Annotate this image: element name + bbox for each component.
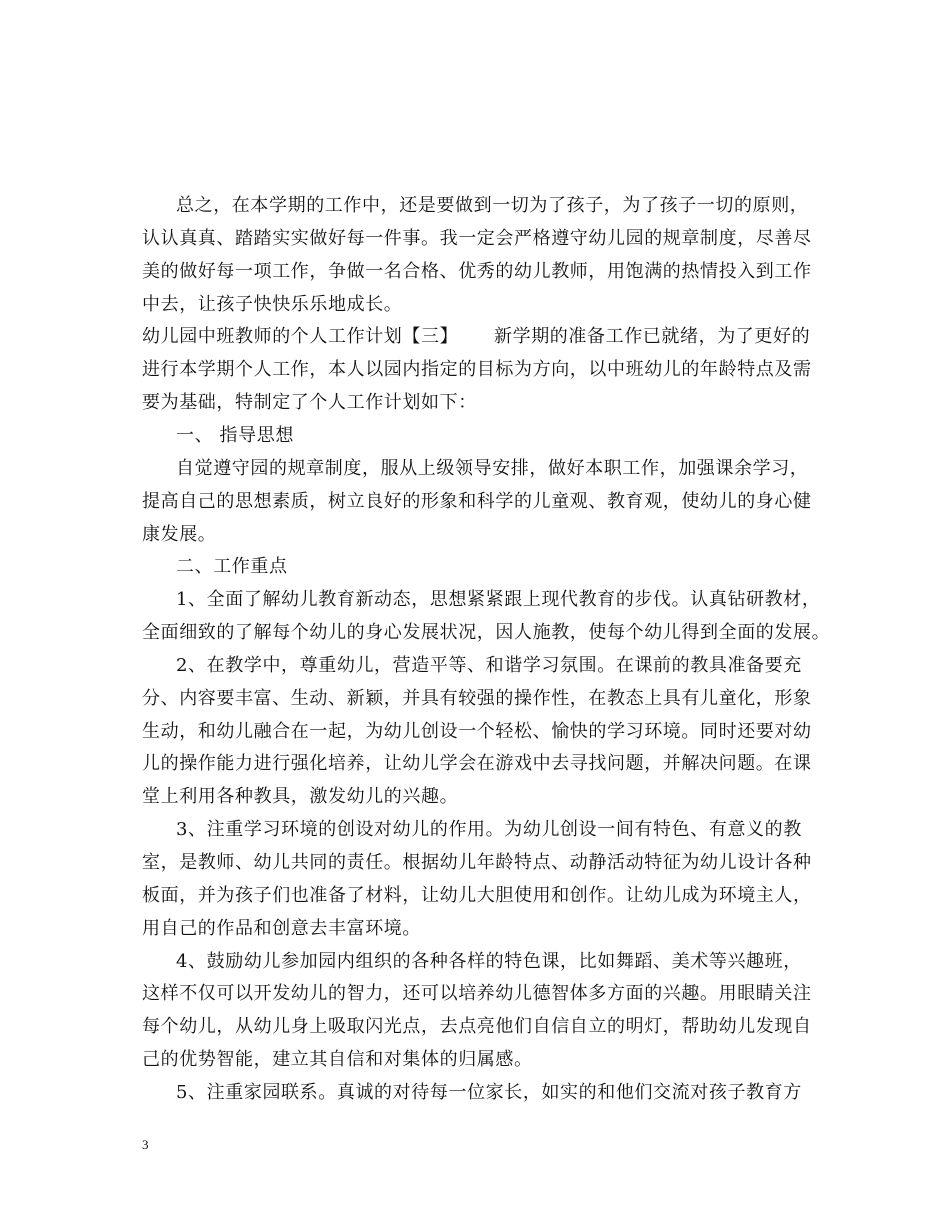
text-line: 每个幼儿，从幼儿身上吸取闪光点，去点亮他们自信自立的明灯，帮助幼儿发现自 (142, 1016, 812, 1037)
text-line: 己的优势智能，建立其自信和对集体的归属感。 (142, 1049, 533, 1070)
text-line: 新学期的准备工作已就绪，为了更好的 (494, 326, 811, 347)
text-line: 儿的操作能力进行强化培养，让幼儿学会在游戏中去寻找问题，并解决问题。在课 (142, 753, 812, 774)
text-line: 要为基础，特制定了个人工作计划如下： (142, 392, 477, 413)
text-line: 中去，让孩子快快乐乐地成长。 (142, 294, 403, 315)
text-line: 堂上利用各种教具，激发幼儿的兴趣。 (142, 786, 459, 807)
text-line: 全面细致的了解每个幼儿的身心发展状况，因人施教，使每个幼儿得到全面的发展。 (142, 622, 831, 643)
page-number: 3 (142, 1137, 149, 1152)
text-line: 生动，和幼儿融合在一起，为幼儿创设一个轻松、愉快的学习环境。同时还要对幼 (142, 721, 812, 742)
text-line: 美的做好每一项工作，争做一名合格、优秀的幼儿教师，用饱满的热情投入到工作 (142, 261, 812, 282)
text-line: 1、全面了解幼儿教育新动态，思想紧紧跟上现代教育的步伐。认真钻研教材， (176, 589, 821, 610)
text-line: 进行本学期个人工作，本人以园内指定的目标为方向，以中班幼儿的年龄特点及需 (142, 359, 812, 380)
text-line: 总之，在本学期的工作中，还是要做到一切为了孩子，为了孩子一切的原则， (176, 195, 809, 216)
section-heading: 幼儿园中班教师的个人工作计划【三】 (142, 326, 459, 347)
text-line: 分、内容要丰富、生动、新颖，并具有较强的操作性，在教态上具有儿童化，形象 (142, 688, 812, 709)
text-line: 康发展。 (142, 524, 217, 545)
subsection-heading: 一、 指导思想 (176, 425, 294, 446)
subsection-heading: 二、工作重点 (176, 556, 288, 577)
text-line: 自觉遵守园的规章制度，服从上级领导安排，做好本职工作，加强课余学习， (176, 458, 809, 479)
text-line: 这样不仅可以开发幼儿的智力，还可以培养幼儿德智体多方面的兴趣。用眼睛关注 (142, 983, 812, 1004)
text-line: 认认真真、踏踏实实做好每一件事。我一定会严格遵守幼儿园的规章制度，尽善尽 (142, 228, 812, 249)
text-line: 板面，并为孩子们也准备了材料，让幼儿大胆使用和创作。让幼儿成为环境主人， (142, 885, 812, 906)
text-line: 提高自己的思想素质，树立良好的形象和科学的儿童观、教育观，使幼儿的身心健 (142, 491, 812, 512)
text-line: 室，是教师、幼儿共同的责任。根据幼儿年龄特点、动静活动特征为幼儿设计各种 (142, 852, 812, 873)
text-line: 4、鼓励幼儿参加园内组织的各种各样的特色课，比如舞蹈、美术等兴趣班， (176, 951, 802, 972)
text-line: 用自己的作品和创意去丰富环境。 (142, 918, 421, 939)
text-line: 5、注重家园联系。真诚的对待每一位家长，如实的和他们交流对孩子教育方 (176, 1082, 802, 1103)
text-line: 3、注重学习环境的创设对幼儿的作用。为幼儿创设一间有特色、有意义的教 (176, 819, 802, 840)
text-line: 2、在教学中，尊重幼儿，营造平等、和谐学习氛围。在课前的教具准备要充 (176, 655, 802, 676)
